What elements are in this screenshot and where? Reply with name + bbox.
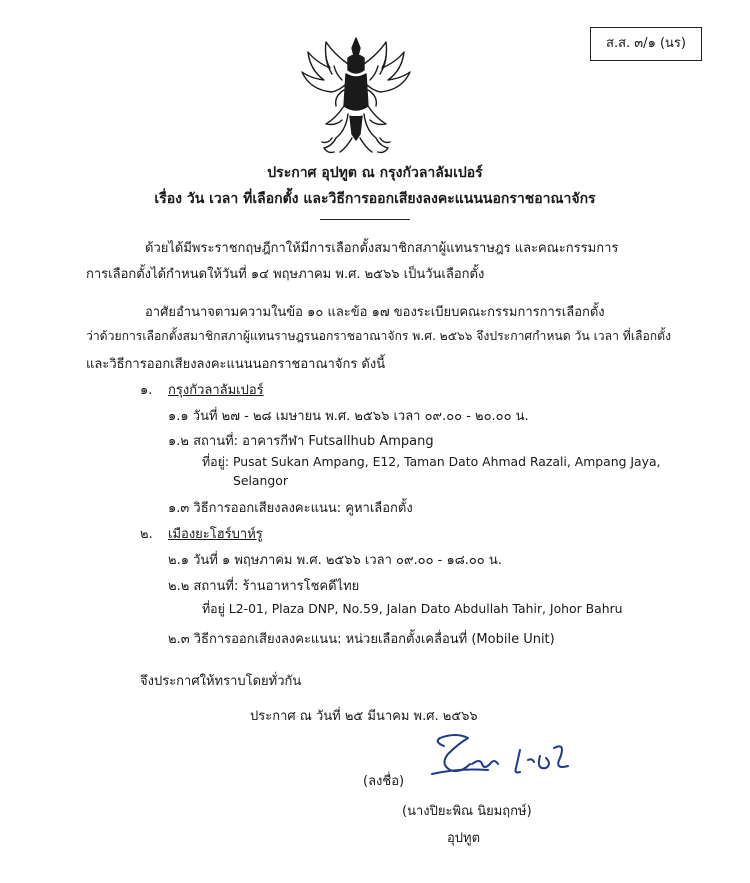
paragraph-1-line-1: ด้วยได้มีพระราชกฤษฎีกาให้มีการเลือกตั้งสมาชิกสภาผู้แทนราษฎร และคณะกรรมการ: [145, 241, 619, 256]
section-1-place: ๑.๒ สถานที่: อาคารกีฬา Futsallhub Ampang: [168, 434, 434, 449]
signer-name: (นางปิยะพิณ นิยมฤกษ์): [402, 804, 532, 819]
section-2-date: ๒.๑ วันที่ ๑ พฤษภาคม พ.ศ. ๒๕๖๖ เวลา ๐๙.๐๐ - ๑๘.๐๐ น.: [168, 553, 502, 568]
handwritten-signature: [428, 730, 578, 786]
signer-position: อุปทูต: [447, 831, 481, 846]
section-1-method: ๑.๓ วิธีการออกเสียงลงคะแนน: คูหาเลือกตั้ง: [168, 501, 413, 516]
section-2-place: ๒.๒ สถานที่: ร้านอาหารโชคดีไทย: [168, 579, 360, 594]
section-1-address-line-1: ที่อยู่: Pusat Sukan Ampang, E12, Taman Dato Ahmad Razali, Ampang Jaya,: [202, 454, 661, 469]
page-title: ประกาศ อุปทูต ณ กรุงกัวลาลัมเปอร์: [267, 165, 483, 181]
announcement-date: ประกาศ ณ วันที่ ๒๕ มีนาคม พ.ศ. ๒๕๖๖: [250, 709, 478, 724]
paragraph-2-line-2: ว่าด้วยการเลือกตั้งสมาชิกสภาผู้แทนราษฎรนอกราชอาณาจักร พ.ศ. ๒๕๖๖ จึงประกาศกำหนด วัน เวลา ที่เลือกตั้ง: [86, 329, 672, 343]
garuda-emblem-icon: [296, 34, 416, 156]
section-2-method: ๒.๓ วิธีการออกเสียงลงคะแนน: หน่วยเลือกตั้งเคลื่อนที่ (Mobile Unit): [168, 632, 555, 647]
page-subtitle: เรื่อง วัน เวลา ที่เลือกตั้ง และวิธีการออกเสียงลงคะแนนนอกราชอาณาจักร: [154, 191, 596, 207]
signature-label: (ลงชื่อ): [363, 774, 405, 789]
title-divider: [320, 219, 410, 220]
section-2-number: ๒.: [140, 527, 153, 542]
form-code-box: ส.ส. ๓/๑ (นร): [590, 27, 702, 61]
paragraph-1-line-2: การเลือกตั้งได้กำหนดให้วันที่ ๑๔ พฤษภาคม พ.ศ. ๒๕๖๖ เป็นวันเลือกตั้ง: [86, 267, 485, 282]
closing-statement: จึงประกาศให้ทราบโดยทั่วกัน: [140, 674, 302, 689]
section-1-heading: กรุงกัวลาลัมเปอร์: [168, 383, 264, 398]
section-1-address-line-2: Selangor: [233, 473, 288, 488]
section-1-number: ๑.: [140, 383, 153, 398]
paragraph-2-line-3: และวิธีการออกเสียงลงคะแนนนอกราชอาณาจักร ดังนี้: [86, 357, 386, 372]
section-1-date: ๑.๑ วันที่ ๒๗ - ๒๘ เมษายน พ.ศ. ๒๕๖๖ เวลา ๐๙.๐๐ - ๒๐.๐๐ น.: [168, 409, 529, 424]
paragraph-2-line-1: อาศัยอำนาจตามความในข้อ ๑๐ และข้อ ๑๗ ของระเบียบคณะกรรมการการเลือกตั้ง: [145, 305, 605, 320]
section-2-address-line-1: ที่อยู่ L2-01, Plaza DNP, No.59, Jalan Dato Abdullah Tahir, Johor Bahru: [202, 601, 623, 616]
section-2-heading: เมืองยะโฮร์บาห์รู: [168, 527, 263, 542]
